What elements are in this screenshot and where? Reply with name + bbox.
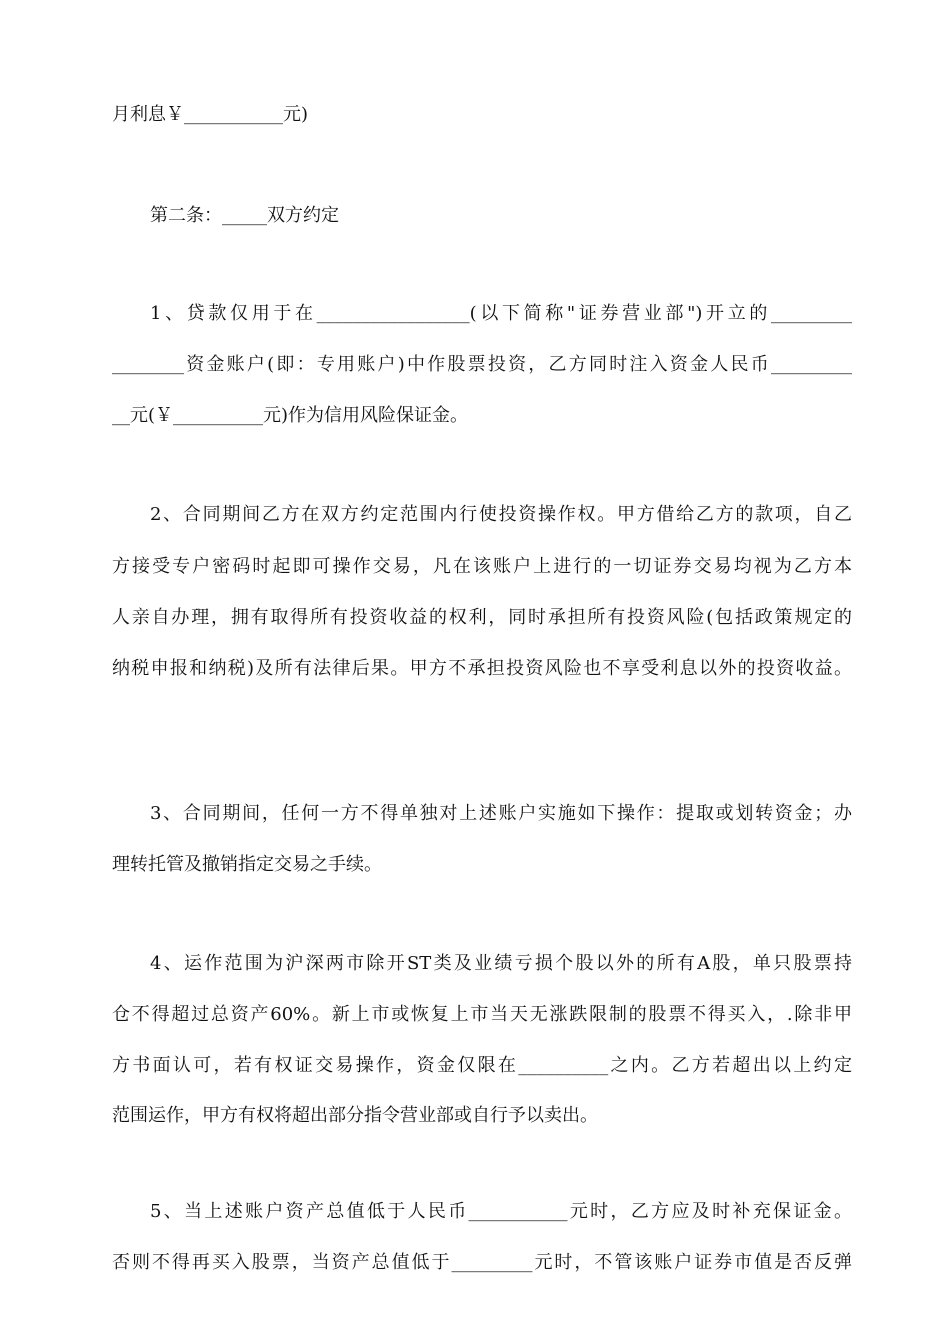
clause-5-line-1: 5、当上述账户资产总值低于人民币___________元时，乙方应及时补充保证金。 — [150, 1201, 852, 1222]
clause-1-line-1: 1、贷款仅用于在_________________(以下简称"证券营业部")开立的_________ — [150, 303, 852, 324]
clause-3-line-1: 3、合同期间，任何一方不得单独对上述账户实施如下操作：提取或划转资金；办 — [150, 803, 852, 824]
clause-2-line-3: 人亲自办理，拥有取得所有投资收益的权利，同时承担所有投资风险(包括政策规定的 — [112, 607, 852, 628]
clause-2-line-4: 纳税申报和纳税)及所有法律后果。甲方不承担投资风险也不享受利息以外的投资收益。 — [112, 658, 852, 679]
clause-4-line-1: 4、运作范围为沪深两市除开ST类及业绩亏损个股以外的所有A股，单只股票持 — [150, 953, 852, 974]
article-two-heading: 第二条：_____双方约定 — [150, 205, 339, 226]
clause-3-line-2: 理转托管及撤销指定交易之手续。 — [112, 854, 382, 875]
clause-2-line-1: 2、合同期间乙方在双方约定范围内行使投资操作权。甲方借给乙方的款项，自乙 — [150, 504, 852, 525]
clause-1-line-3: __元(￥__________元)作为信用风险保证金。 — [112, 405, 469, 426]
clause-1-line-2: ________资金账户(即：专用账户)中作股票投资，乙方同时注入资金人民币_________ — [112, 354, 852, 375]
clause-2-line-2: 方接受专户密码时起即可操作交易，凡在该账户上进行的一切证券交易均视为乙方本 — [112, 556, 852, 577]
clause-4-line-4: 范围运作，甲方有权将超出部分指令营业部或自行予以卖出。 — [112, 1105, 598, 1126]
clause-4-line-3: 方书面认可，若有权证交易操作，资金仅限在__________之内。乙方若超出以上约定 — [112, 1055, 852, 1076]
interest-line: 月利息￥___________元) — [112, 104, 309, 125]
clause-4-line-2: 仓不得超过总资产60%。新上市或恢复上市当天无涨跌限制的股票不得买入，.除非甲 — [112, 1004, 852, 1025]
clause-5-line-2: 否则不得再买入股票，当资产总值低于_________元时，不管该账户证券市值是否反弹 — [112, 1252, 852, 1273]
